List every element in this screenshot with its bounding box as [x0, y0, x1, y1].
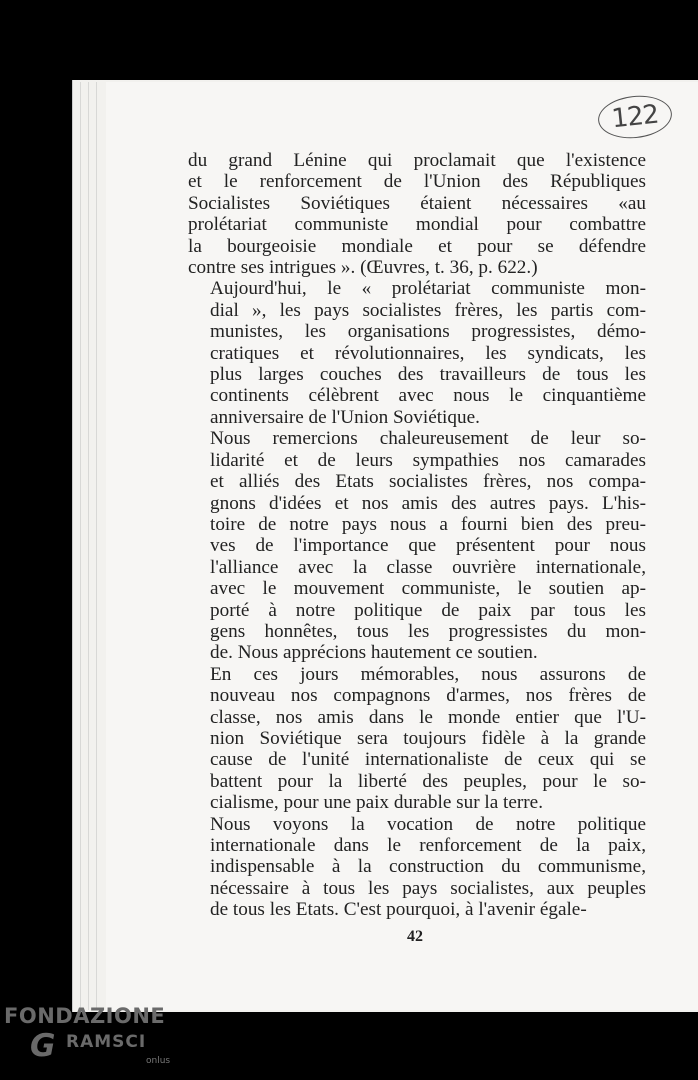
text-line: nécessaire à tous les pays socialistes, aux peuples — [210, 877, 646, 899]
text-line: anniversaire de l'Union Soviétique. — [210, 406, 480, 428]
body-text — [188, 150, 646, 921]
paragraph — [188, 664, 646, 814]
text-line: nion Soviétique sera toujours fidèle à la grande — [210, 727, 646, 749]
text-line: cialisme, pour une paix durable sur la terre. — [210, 792, 543, 814]
page-edge — [96, 82, 97, 1010]
text-line: Socialistes Soviétiques étaient nécessaires «au — [188, 192, 646, 214]
text-line: indispensable à la construction du communisme, — [210, 856, 646, 878]
text-line: battent pour la liberté des peuples, pour le so- — [210, 770, 646, 792]
text-line: nouveau nos compagnons d'armes, nos frères de — [210, 685, 646, 707]
text-line: porté à notre politique de paix par tous les — [210, 599, 646, 621]
text-line: Nous remercions chaleureusement de leur so- — [210, 428, 646, 450]
fondazione-gramsci-logo — [4, 1004, 171, 1066]
paragraph — [188, 150, 646, 278]
text-line: prolétariat communiste mondial pour combattre — [188, 214, 646, 236]
text-line: En ces jours mémorables, nous assurons de — [210, 663, 646, 685]
text-line: et alliés des Etats socialistes frères, nos compa- — [210, 471, 646, 493]
text-line: avec le mouvement communiste, le soutien ap- — [210, 578, 646, 600]
text-line: Nous voyons la vocation de notre politique — [210, 813, 646, 835]
text-line: internationale dans le renforcement de la paix, — [210, 835, 646, 856]
text-line: toire de notre pays nous a fourni bien des preu- — [210, 513, 646, 535]
printed-page-number: 42 — [407, 928, 423, 945]
text-line: de tous les Etats. C'est pourquoi, à l'avenir égale- — [210, 899, 587, 921]
text-line: Aujourd'hui, le « prolétariat communiste mon- — [210, 278, 646, 300]
text-line: et le renforcement de l'Union des Républiques — [188, 171, 646, 193]
text-line: gnons d'idées et nos amis des autres pays. L'his- — [210, 492, 646, 514]
text-line: munistes, les organisations progressistes, démo- — [210, 321, 646, 343]
logo-onlus: onlus — [146, 1056, 171, 1066]
page-edge — [88, 82, 89, 1010]
text-line: gens honnêtes, tous les progressistes du mon- — [210, 620, 646, 642]
text-line: cratiques et révolutionnaires, les syndicats, les — [210, 342, 646, 364]
page-edge — [80, 82, 81, 1010]
text-line: ves de l'importance que présentent pour nous — [210, 535, 646, 557]
logo-text-line1: FONDAZIONE — [4, 1004, 166, 1028]
handwritten-page-number: 122 — [596, 92, 674, 142]
text-line: cause de l'unité internationaliste de ceux qui se — [210, 749, 646, 771]
text-line: classe, nos amis dans le monde entier que l'U- — [210, 706, 646, 728]
paragraph — [188, 278, 646, 428]
text-line: la bourgeoisie mondiale et pour se défendre — [188, 235, 646, 257]
text-line: plus larges couches des travailleurs de tous les — [210, 364, 646, 386]
text-line: de. Nous apprécions hautement ce soutien. — [210, 642, 538, 664]
logo-letter-g: G — [30, 1028, 56, 1064]
text-line: continents célèbrent avec nous le cinquantième — [210, 385, 646, 407]
paragraph — [188, 428, 646, 663]
paragraph — [188, 814, 646, 921]
text-line: l'alliance avec la classe ouvrière internationale, — [210, 556, 646, 578]
text-line: du grand Lénine qui proclamait que l'existence — [188, 150, 646, 171]
text-line: lidarité et de leurs sympathies nos camarades — [210, 449, 646, 471]
text-line: dial », les pays socialistes frères, les partis com- — [210, 299, 646, 321]
logo-text-line2: RAMSCI — [66, 1032, 147, 1052]
text-line: contre ses intrigues ». (Œuvres, t. 36, p. 622.) — [188, 257, 538, 279]
